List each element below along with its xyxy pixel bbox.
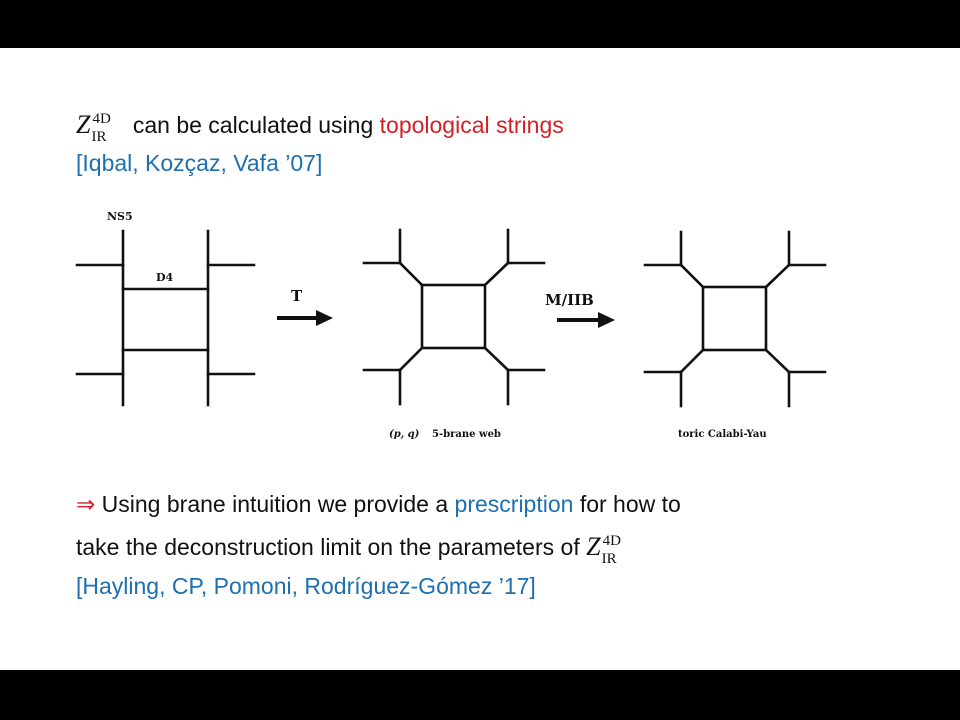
statement-text: can be calculated using <box>126 112 380 138</box>
prescription-highlight: prescription <box>454 491 574 517</box>
topological-strings-text: topological strings <box>379 112 564 138</box>
pq-caption: (p, q) <box>389 429 420 440</box>
implies-arrow: ⇒ <box>76 491 96 517</box>
ns5-d4-configuration <box>77 231 254 405</box>
toric-calabi-yau <box>645 232 825 406</box>
ns5-label: NS5 <box>107 210 133 223</box>
toric-calabi-yau-caption: toric Calabi-Yau <box>678 429 767 440</box>
prescription-line <box>76 489 681 519</box>
prescription-text-2: for how to <box>573 491 681 517</box>
five-brane-web-caption: 5-brane web <box>432 429 501 440</box>
deconstruction-text: take the deconstruction limit on the parameters of <box>76 534 587 560</box>
citation-iqbal: [Iqbal, Kozçaz, Vafa ’07] <box>76 150 323 176</box>
slide <box>0 48 960 670</box>
z-ir-4d-symbol-2: Z 4D IR <box>586 532 621 567</box>
t-label: T <box>291 287 303 305</box>
m-iib-arrow <box>557 312 615 328</box>
bottom-frame <box>0 670 960 720</box>
prescription-text-1: Using brane intuition we provide a <box>95 491 455 517</box>
t-duality-arrow <box>277 310 333 326</box>
pq-5-brane-web <box>364 230 544 404</box>
citation-hayling: [Hayling, CP, Pomoni, Rodríguez-Gómez ’17] <box>76 573 536 599</box>
d4-label: D4 <box>156 271 174 284</box>
m-iib-label: M/IIB <box>545 291 594 309</box>
deconstruction-line <box>76 532 637 567</box>
z-ir-4d-symbol: Z 4D IR <box>76 110 111 145</box>
